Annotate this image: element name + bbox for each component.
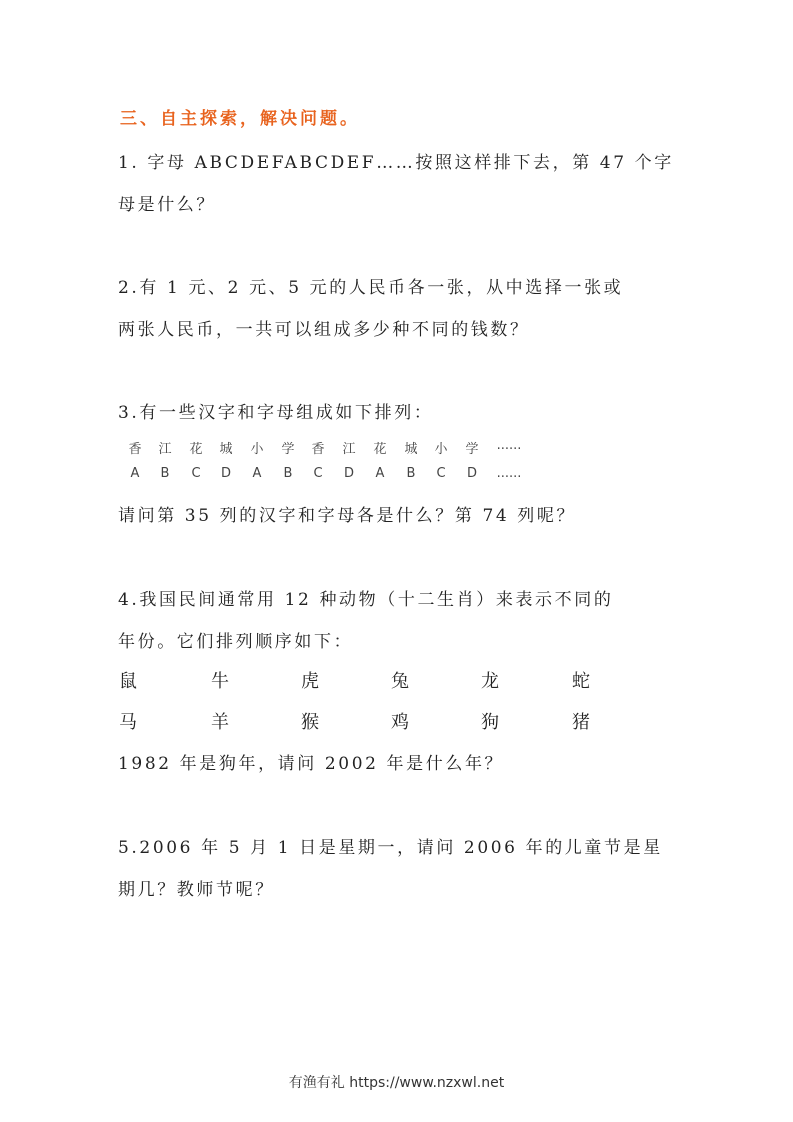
q3-letter-cell: A [130, 466, 140, 481]
q3-letter-cell: D [466, 466, 478, 481]
q3-char-ellipsis: ...... [496, 438, 522, 453]
q5-line-1: 5.2006 年 5 月 1 日是星期一，请问 2006 年的儿童节是星 [118, 838, 663, 858]
q5-line-2: 期几？教师节呢？ [118, 880, 275, 900]
q3-letter-cell: D [220, 466, 232, 481]
q4-line-1: 4.我国民间通常用 12 种动物（十二生肖）来表示不同的 [118, 590, 614, 610]
zodiac-animal: 羊 [211, 712, 229, 733]
q3-char-cell: 花 [373, 442, 387, 457]
q3-letter-cell: A [252, 466, 262, 481]
q3-letter-cell: C [191, 466, 201, 481]
q4-zodiac-row-1 [0, 667, 793, 693]
zodiac-animal: 狗 [481, 712, 499, 733]
q3-line-1: 3.有一些汉字和字母组成如下排列： [118, 403, 434, 423]
zodiac-animal: 马 [119, 712, 137, 733]
q3-chars-row [0, 438, 793, 458]
zodiac-animal: 鼠 [119, 671, 137, 692]
q3-char-cell: 城 [219, 442, 233, 457]
q3-letter-cell: B [406, 466, 416, 481]
q3-letter-cell: C [436, 466, 446, 481]
q1-line-1: 1. 字母 ABCDEFABCDEF……按照这样排下去，第 47 个字 [118, 153, 674, 173]
q3-char-cell: 香 [128, 442, 142, 457]
zodiac-animal: 兔 [391, 671, 409, 692]
q4-zodiac-row-2 [0, 708, 793, 734]
q3-char-cell: 城 [404, 442, 418, 457]
q1-line-2: 母是什么？ [118, 195, 216, 215]
zodiac-animal: 龙 [481, 671, 499, 692]
zodiac-animal: 猪 [572, 712, 590, 733]
q3-question: 请问第 35 列的汉字和字母各是什么？第 74 列呢？ [118, 506, 577, 526]
q3-char-cell: 小 [434, 442, 448, 457]
q3-letter-cell: C [313, 466, 323, 481]
q3-letter-cell: A [375, 466, 385, 481]
q3-char-cell: 学 [465, 442, 479, 457]
zodiac-animal: 猴 [301, 712, 319, 733]
q3-letter-cell: D [343, 466, 355, 481]
q3-letter-cell: B [283, 466, 293, 481]
section-title: 三、自主探索，解决问题。 [120, 109, 360, 129]
q3-char-cell: 江 [342, 442, 356, 457]
q2-line-1: 2.有 1 元、2 元、5 元的人民币各一张，从中选择一张或 [118, 278, 624, 298]
q2-line-2: 两张人民币，一共可以组成多少种不同的钱数？ [118, 320, 530, 340]
zodiac-animal: 蛇 [572, 671, 590, 692]
q3-char-cell: 江 [158, 442, 172, 457]
q3-char-cell: 小 [250, 442, 264, 457]
footer-watermark: 有渔有礼 https://www.nzxwl.net [288, 1075, 505, 1091]
q4-question: 1982 年是狗年，请问 2002 年是什么年？ [118, 754, 505, 774]
zodiac-animal: 牛 [211, 671, 229, 692]
zodiac-animal: 虎 [301, 671, 319, 692]
q3-letter-cell: B [160, 466, 170, 481]
zodiac-animal: 鸡 [391, 712, 409, 733]
q3-char-cell: 香 [311, 442, 325, 457]
q4-line-2: 年份。它们排列顺序如下： [118, 632, 354, 652]
q3-char-cell: 学 [281, 442, 295, 457]
q3-letters-row [0, 466, 793, 486]
q3-letter-ellipsis: ...... [496, 466, 522, 481]
q3-char-cell: 花 [189, 442, 203, 457]
